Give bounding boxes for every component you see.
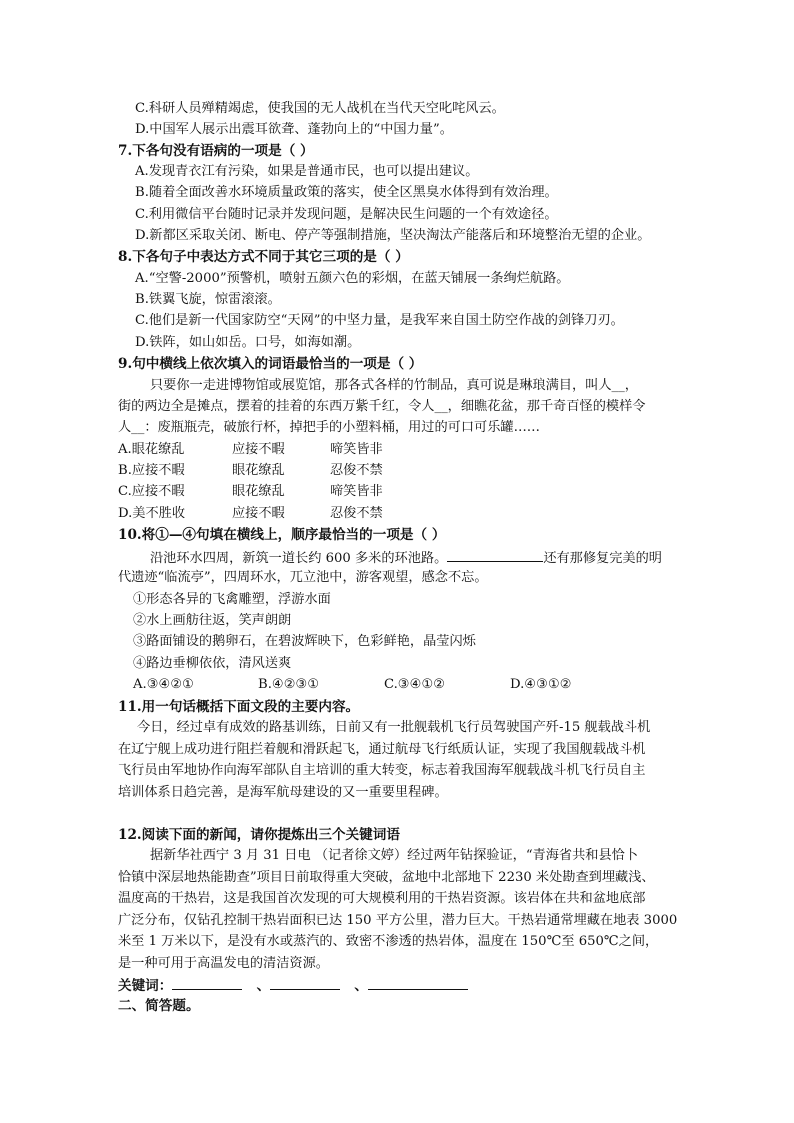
q10-blank (447, 549, 543, 562)
q7-option-c: C.利用微信平台随时记录并发现问题，是解决民生问题的一个有效途径。 (135, 207, 558, 222)
q11-passage-line3: 飞行员由军地协作向海军部队自主培训的重大转变，标志着我国海军舰载战斗机飞行员自主 (118, 763, 646, 778)
q12-passage-line4: 广泛分布，仅钻孔控制干热岩面积已达 150 平方公里，潜力巨大。干热岩通常埋藏在地表 3000 (118, 913, 678, 928)
q8-option-d: D.铁阵，如山如岳。口号，如海如潮。 (135, 335, 361, 350)
q10-option-b: B.④②③① (258, 677, 320, 692)
q6-option-c: C.科研人员殚精竭虑，使我国的无人战机在当代天空叱咤风云。 (135, 101, 505, 116)
q12-passage-line5: 米至 1 万米以下，是没有水或蒸汽的、致密不渗透的热岩体，温度在 150℃至 650℃之间， (118, 934, 659, 949)
q9-passage-line1: 只要你一走进博物馆或展览馆，那各式各样的竹制品，真可说是琳琅满目，叫人__， (150, 378, 638, 393)
q9-passage-line2: 街的两边全是摊点，摆着的挂着的东西万紫千红，令人__，细瞧花盆，那千奇百怪的模样令 (118, 399, 646, 414)
q9-title: 9.句中横线上依次填入的词语最恰当的一项是（ ） (118, 356, 423, 372)
q7-option-d: D.新都区采取关闭、断电、停产等强制措施，坚决淘汰产能落后和环境整治无望的企业。 (135, 228, 651, 243)
section-2-heading: 二、简答题。 (118, 998, 200, 1014)
q10-option-c: C.③④①② (384, 677, 446, 692)
q12-keyword-sep-2: 、 (354, 978, 368, 994)
keyword-blank-3[interactable] (368, 977, 468, 990)
q7-option-a: A.发现青衣江有污染，如果是普通市民，也可以提出建议。 (135, 164, 479, 179)
q9-passage-line3: 人__：废瓶瓶壳，破旅行杯，掉把手的小塑料桶，用过的可口可乐罐…… (118, 420, 540, 435)
q7-option-b: B.随着全面改善水环境质量政策的落实，使全区黑臭水体得到有效治理。 (135, 185, 558, 200)
q12-keywords-label: 关键词： (118, 978, 173, 994)
keyword-blank-1[interactable] (172, 977, 242, 990)
q11-title: 11.用一句话概括下面文段的主要内容。 (118, 699, 360, 715)
q9-option-a-w1: A.眼花缭乱 (118, 442, 185, 457)
q10-option-d: D.④③①② (510, 677, 572, 692)
q6-option-d: D.中国军人展示出震耳欲聋、蓬勃向上的“中国力量”。 (135, 122, 453, 137)
q9-option-c-w1: C.应接不暇 (118, 484, 185, 499)
q9-option-c-w2: 眼花缭乱 (232, 484, 285, 499)
q9-option-b-w2: 眼花缭乱 (232, 463, 285, 478)
q10-option-a: A.③④②① (133, 677, 195, 692)
q10-title: 10.将①—④句填在横线上，顺序最恰当的一项是（ ） (118, 527, 446, 543)
q8-option-b: B.铁翼飞旋，惊雷滚滚。 (135, 292, 281, 307)
q10-passage-line1 (150, 549, 662, 567)
q12-keyword-sep-1: 、 (256, 978, 271, 994)
q12-passage-line1: 据新华社西宁 3 月 31 日电 （记者徐文婷）经过两年钻探验证，“青海省共和县恰卜 (150, 848, 639, 863)
q10-passage-line1-a: 沿池环水四周，新筑一道长约 600 多米的环池路。 (150, 551, 448, 566)
q8-option-a: A.“空警-2000”预警机，喷射五颜六色的彩烟，在蓝天铺展一条绚烂航路。 (135, 271, 570, 286)
q11-passage-line1: 今日，经过卓有成效的路基训练，日前又有一批舰载机飞行员驾驶国产歼-15 舰载战斗机 (137, 720, 651, 735)
q12-keywords-row (118, 977, 468, 994)
q9-option-a-w3: 啼笑皆非 (330, 442, 383, 457)
q9-option-d-w1: D.美不胜收 (118, 506, 186, 521)
keyword-blank-2[interactable] (270, 977, 340, 990)
q10-sentence-2: ②水上画舫往返，笑声朗朗 (133, 613, 292, 628)
q8-title: 8.下各句子中表达方式不同于其它三项的是（ ） (118, 249, 409, 265)
q12-passage-line3: 温度高的干热岩，这是我国首次发现的可大规模利用的干热岩资源。该岩体在共和盆地底部 (118, 891, 646, 906)
q9-option-b-w1: B.应接不暇 (118, 463, 185, 478)
q10-passage-line1-b: 还有那修复完美的明 (543, 551, 662, 566)
q10-sentence-3: ③路面铺设的鹅卵石，在碧波辉映下，色彩鲜艳，晶莹闪烁 (133, 634, 476, 649)
q7-title: 7.下各句没有语病的一项是（ ） (118, 143, 314, 159)
q9-option-d-w2: 应接不暇 (232, 506, 285, 521)
q9-option-c-w3: 啼笑皆非 (330, 484, 383, 499)
q12-passage-line2: 恰镇中深层地热能勘查”项目日前取得重大突破，盆地中北部地下 2230 米处勘查到埋藏浅、 (118, 870, 655, 885)
q8-option-c: C.他们是新一代国家防空“天网”的中坚力量，是我军来自国土防空作战的剑锋刀刃。 (135, 313, 624, 328)
q10-passage-line2: 代遗迹“临流亭”，四周环水，兀立池中，游客观望，感念不忘。 (118, 570, 488, 585)
q11-passage-line4: 培训体系日趋完善，是海军航母建设的又一重要里程碑。 (118, 785, 448, 800)
q9-option-b-w3: 忍俊不禁 (330, 463, 383, 478)
q9-option-d-w3: 忍俊不禁 (330, 506, 383, 521)
q9-option-a-w2: 应接不暇 (232, 442, 285, 457)
q12-title: 12.阅读下面的新闻，请你提炼出三个关键词语 (118, 827, 400, 843)
q11-passage-line2: 在辽宁舰上成功进行阻拦着舰和滑跃起飞，通过航母飞行纸质认证，实现了我国舰载战斗机 (118, 742, 646, 757)
q10-sentence-4: ④路边垂柳依依，清风送爽 (133, 656, 292, 671)
q12-passage-line6: 是一种可用于高温发电的清洁资源。 (118, 956, 329, 971)
q10-sentence-1: ①形态各异的飞禽雕塑，浮游水面 (133, 592, 331, 607)
